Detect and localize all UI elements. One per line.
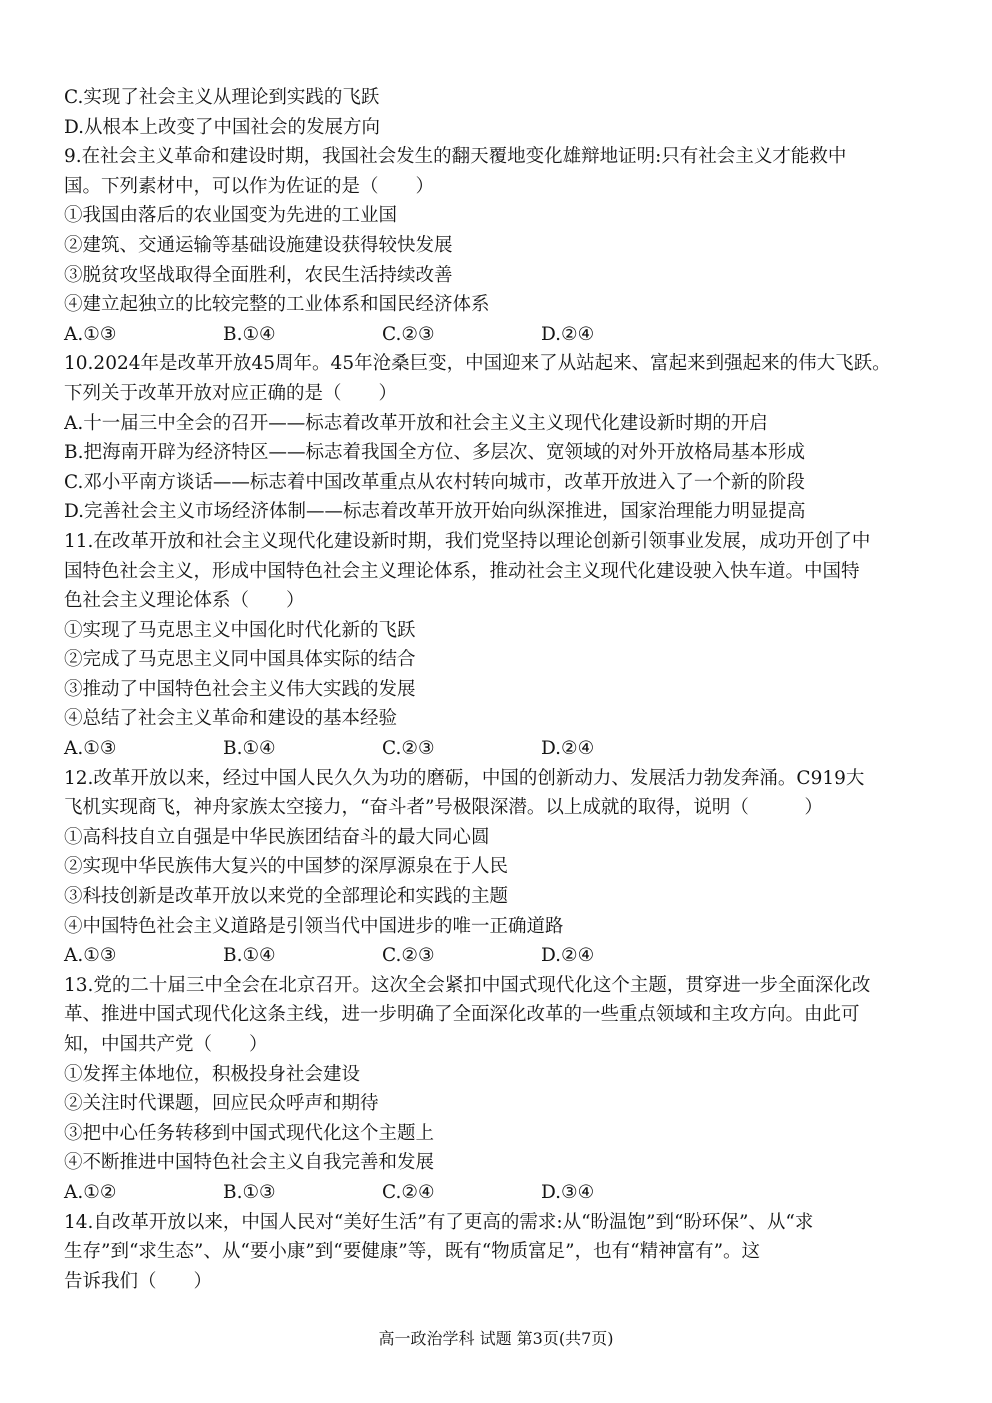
choice-b: B.①④ (223, 323, 276, 345)
statement-item: ④不断推进中国特色社会主义自我完善和发展 (64, 1152, 435, 1174)
q8-option-c: C.实现了社会主义从理论到实践的飞跃 (64, 87, 380, 108)
question-stem-line: 11.在改革开放和社会主义现代化建设新时期，我们党坚持以理论创新引领事业发展，成功开创了中 (64, 530, 871, 552)
question-stem-line: 12.改革开放以来，经过中国人民久久为功的磨砺，中国的创新动力、发展活力勃发奔涌。C919大 (64, 767, 865, 789)
choice-a: A.①③ (64, 323, 117, 345)
question-stem-line: 国。下列素材中，可以作为佐证的是（ ） (64, 175, 435, 197)
statement-item: ②完成了马克思主义同中国具体实际的结合 (64, 649, 416, 671)
statement-item: ④中国特色社会主义道路是引领当代中国进步的唯一正确道路 (64, 915, 564, 937)
question-stem-line: 14.自改革开放以来，中国人民对“美好生活”有了更高的需求:从“盼温饱”到“盼环保”、从“求 (64, 1211, 814, 1233)
answer-choices (64, 941, 930, 971)
choice-d: D.②④ (541, 323, 595, 345)
choice-c: C.②③ (382, 738, 435, 760)
question-10 (64, 349, 930, 527)
question-stem-line: 下列关于改革开放对应正确的是（ ） (64, 382, 398, 404)
answer-choices (64, 734, 930, 764)
question-stem-line: 10.2024年是改革开放45周年。45年沧桑巨变，中国迎来了从站起来、富起来到强起来的伟大飞跃。 (64, 353, 891, 375)
statement-item: ④建立起独立的比较完整的工业体系和国民经济体系 (64, 294, 490, 316)
statement-item: ④总结了社会主义革命和建设的基本经验 (64, 708, 398, 730)
question-stem-line: 飞机实现商飞，神舟家族太空接力，“奋斗者”号极限深潜。以上成就的取得，说明（ ） (64, 797, 823, 819)
question-stem-line: 革、推进中国式现代化这条主线，进一步明确了全面深化改革的一些重点领域和主攻方向。由此可 (64, 1004, 860, 1026)
question-14 (64, 1208, 930, 1297)
statement-item: ①实现了马克思主义中国化时代化新的飞跃 (64, 619, 416, 641)
question-stem-line: 国特色社会主义，形成中国特色社会主义理论体系，推动社会主义现代化建设驶入快车道。中国特 (64, 560, 860, 582)
option-c: C.邓小平南方谈话——标志着中国改革重点从农村转向城市，改革开放进入了一个新的阶段 (64, 471, 805, 493)
choice-d: D.②④ (541, 945, 595, 967)
statement-item: ①高科技自立自强是中华民族团结奋斗的最大同心圆 (64, 826, 490, 848)
question-13 (64, 971, 930, 1208)
statement-item: ③把中心任务转移到中国式现代化这个主题上 (64, 1122, 435, 1144)
option-a: A.十一届三中全会的召开——标志着改革开放和社会主义主义现代化建设新时期的开启 (64, 412, 768, 434)
statement-item: ③科技创新是改革开放以来党的全部理论和实践的主题 (64, 886, 509, 908)
answer-choices (64, 1178, 930, 1208)
statement-item: ②实现中华民族伟大复兴的中国梦的深厚源泉在于人民 (64, 856, 509, 878)
statement-item: ③脱贫攻坚战取得全面胜利，农民生活持续改善 (64, 264, 453, 286)
question-stem-line: 13.党的二十届三中全会在北京召开。这次全会紧扣中国式现代化这个主题，贯穿进一步全面深化改 (64, 974, 871, 996)
choice-c: C.②③ (382, 323, 435, 345)
statement-item: ②关注时代课题，回应民众呼声和期待 (64, 1093, 379, 1115)
option-b: B.把海南开辟为经济特区——标志着我国全方位、多层次、宽领域的对外开放格局基本形成 (64, 442, 805, 464)
choice-c: C.②③ (382, 945, 435, 967)
statement-item: ①我国由落后的农业国变为先进的工业国 (64, 205, 398, 227)
choice-a: A.①③ (64, 945, 117, 967)
page-content (64, 83, 930, 1296)
statement-item: ②建筑、交通运输等基础设施建设获得较快发展 (64, 234, 453, 256)
choice-c: C.②④ (382, 1181, 435, 1203)
question-stem-line: 色社会主义理论体系（ ） (64, 590, 305, 612)
choice-a: A.①③ (64, 738, 117, 760)
question-12 (64, 764, 930, 971)
choice-b: B.①④ (223, 945, 276, 967)
page-footer: 高一政治学科 试题 第3页(共7页) (378, 1329, 614, 1348)
choice-b: B.①③ (223, 1181, 276, 1203)
choice-d: D.②④ (541, 738, 595, 760)
q8-option-d: D.从根本上改变了中国社会的发展方向 (64, 116, 381, 138)
question-stem-line: 知，中国共产党（ ） (64, 1034, 268, 1055)
choice-a: A.①② (64, 1181, 117, 1203)
statement-item: ①发挥主体地位，积极投身社会建设 (64, 1063, 361, 1085)
option-d: D.完善社会主义市场经济体制——标志着改革开放开始向纵深推进，国家治理能力明显提高 (64, 501, 806, 523)
choice-d: D.③④ (541, 1181, 595, 1203)
choice-b: B.①④ (223, 738, 276, 760)
question-stem-line: 9.在社会主义革命和建设时期，我国社会发生的翻天覆地变化雄辩地证明:只有社会主义才能救中 (64, 146, 847, 168)
answer-choices (64, 320, 930, 350)
question-stem-line: 告诉我们（ ） (64, 1270, 213, 1292)
statement-item: ③推动了中国特色社会主义伟大实践的发展 (64, 678, 416, 700)
question-11 (64, 527, 930, 764)
question-9 (64, 142, 930, 349)
question-stem-line: 生存”到“求生态”、从“要小康”到“要健康”等，既有“物质富足”，也有“精神富有”。这 (64, 1241, 761, 1263)
